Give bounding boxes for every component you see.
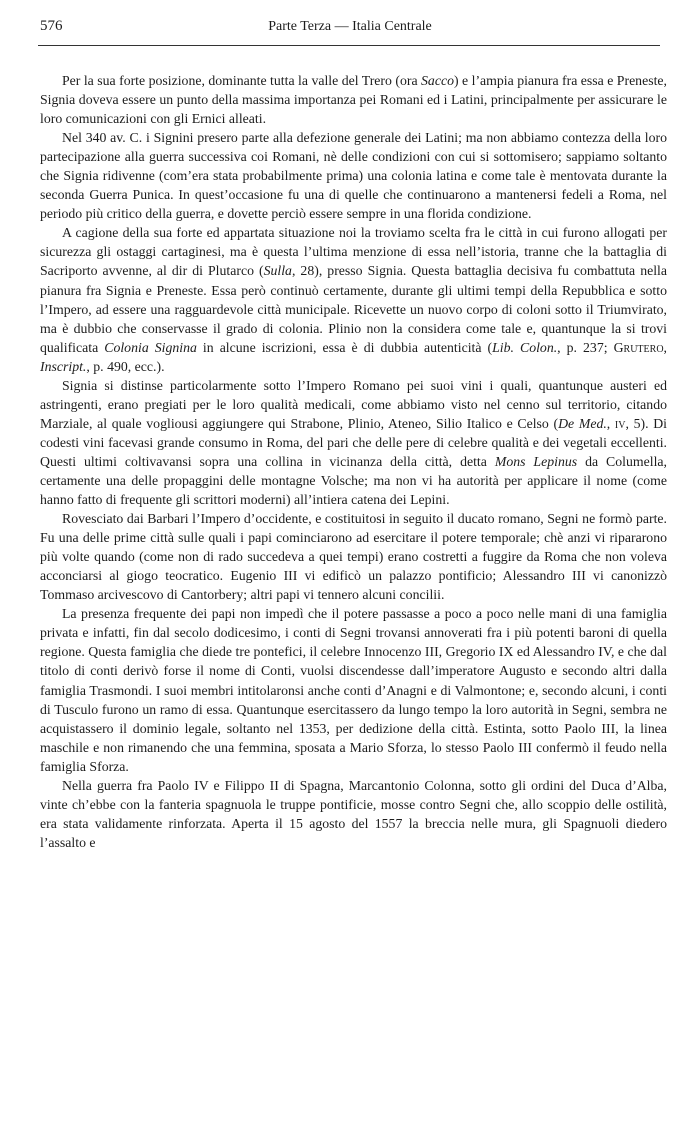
small-caps-text: iv [614,415,626,431]
page-number: 576 [40,18,63,34]
text-run: Nel 340 av. C. i Signini presero parte alla defezione generale dei Latini; ma non abbiamo contezza della loro partecipazione alla guerra successiva coi Romani, nè delle condizioni con cui si sottomisero; sappiamo soltanto che Signia ridivenne (com’era stata probabilmente prima) una colonia latina e come tale è mentovata durante la seconda Guerra Punica. In quest’occasione fu una di quelle che continuarono a mantenersi fedeli a Roma, nel periodo più critico della guerra, e dovette perciò essere sempre in una florida condizione. [40,130,667,222]
running-title: Parte Terza — Italia Centrale [268,19,432,34]
paragraph [40,376,667,509]
text-run: Signia si distinse particolarmente sotto l’Impero Romano pei suoi vini i quali, quantunque austeri ed astringenti, erano pregiati per le loro qualità medicali, come abbiamo visto nel cenno sul territorio, citando Marziale, al quale vogliousi aggiungere qui Strabone, Plinio, Ateneo, Silio Italico e Celso ( [40,377,667,431]
text-run: da Columella, certamente una delle propaggini delle montagne Volsche; ma non vi ha autorità per applicare il nome (come hanno fatto di frequente gli scrittori moderni) all’intiera catena dei Lepini. [40,453,667,508]
paragraph [40,128,667,223]
italic-text: Sulla [263,263,292,279]
text-run: , [663,339,667,355]
text-run: Per la sua forte posizione, dominante tutta la valle del Trero (ora [62,73,422,88]
paragraph [40,71,667,128]
text-run: , p. 490, ecc.). [86,358,165,374]
italic-text: Inscript. [40,358,87,374]
text-run: , 5). Di codesti vini facevasi grande consumo in Roma, del pari che delle pere di celebre qualità e dei vegetali eccellenti. Questi ultimi coltivavansi sopra una collina in vicinanza della città, detta [40,415,667,469]
italic-text: Mons Lepinus [494,453,578,469]
page-header [40,18,660,40]
paragraph [40,223,667,375]
text-run: , 28), presso Signia. Questa battaglia decisiva fu combattuta nella pianura fra Signia e Preneste. Essa però continuò certamente, durante gli ultimi tempi della Repubblica e sotto l’Impero, ad essere una ragguardevole città municipale. Ricevette un nuovo corpo di coloni sotto il Triumvirato, ma è dubbio che conservasse il grado di colonia. Plinio non la considera come tale e, quantunque la si trovi qualificata [40,263,668,355]
small-caps-text: Grutero [613,339,664,355]
header-rule [38,45,660,46]
italic-text: Lib. Colon. [492,339,558,355]
paragraph [40,776,667,852]
paragraph [40,509,667,604]
italic-text: Colonia Signina [104,339,197,355]
text-run: , [606,415,615,431]
text-run: Nella guerra fra Paolo IV e Filippo II di Spagna, Marcantonio Colonna, sotto gli ordini del Duca d’Alba, vinte ch’ebbe con la fanteria spagnuola le truppe pontificie, mosse contro Segni che, allo scoppio delle ostilità, era stata validamente rinforzata. Aperta il 15 agosto del 1557 la breccia nelle mura, gli Spagnuoli diedero l’assalto e [40,777,667,850]
italic-text: Sacco [421,73,454,88]
text-run: ) e l’ampia pianura fra essa e Preneste, Signia doveva essere un punto della massima importanza pei Romani ed i Latini, principalmente per assicurare le loro comunicazioni con gli Ernici alleati. [40,73,667,127]
paragraph [40,604,667,775]
text-run: , p. 237; [557,339,614,355]
text-run: La presenza frequente dei papi non impedì che il potere passasse a poco a poco nelle mani di una famiglia privata e infatti, fin dal secolo dodicesimo, i conti di Segni trovansi annoverati fra i più potenti baroni di quella regione. Questa famiglia che diede tre pontefici, il celebre Innocenzo III, Gregorio IX ed Alessandro IV, e che dal titolo di conti derivò forse il nome di Conti, vuolsi discendesse dall’imperatore Augusto e secondo altri dalla famiglia Trasmondi. I suoi membri intitolaronsi anche conti d’Anagni e di Valmontone; e, secondo alcuni, i conti di Tusculo furono un ramo di essa. Quantunque esercitassero da lungo tempo la loro autorità in Segni, sembra ne acquistassero il dominio legale, soltanto nel 1353, per dedizione della città. Estinta, sotto Paolo III, la linea maschile e non rimanendo che una femmina, sposata a Mario Sforza, lo stesso Paolo III confermò il feudo nella famiglia Sforza. [40,606,667,774]
italic-text: De Med. [558,415,607,431]
text-run: A cagione della sua forte ed appartata situazione noi la troviamo scelta fra le città in cui furono allogati per sicurezza gli ostaggi cartaginesi, ma è questa l’ultima menzione di essa nell’istoria, tranne che la battaglia di Sacriporto avvenne, al dir di Plutarco ( [40,225,667,279]
body-text [40,71,667,852]
text-run: in alcune iscrizioni, essa è di dubbia autenticità ( [196,339,493,355]
text-run: Rovesciato dai Barbari l’Impero d’occidente, e costituitosi in seguito il ducato romano, Segni ne formò parte. Fu una delle prime città sulle quali i papi cominciarono ad esercitare il potere temporale; chè anzi vi ripararono più volte quando (come non di rado succedeva a quei tempi) erano costretti a fuggire da Roma che non voleva acconciarsi al giogo teocratico. Eugenio III vi edificò un palazzo pontificio; Alessandro III vi canonizzò Tommaso arcivescovo di Cantorbery; altri papi vi tennero alcuni concilii. [40,511,667,603]
